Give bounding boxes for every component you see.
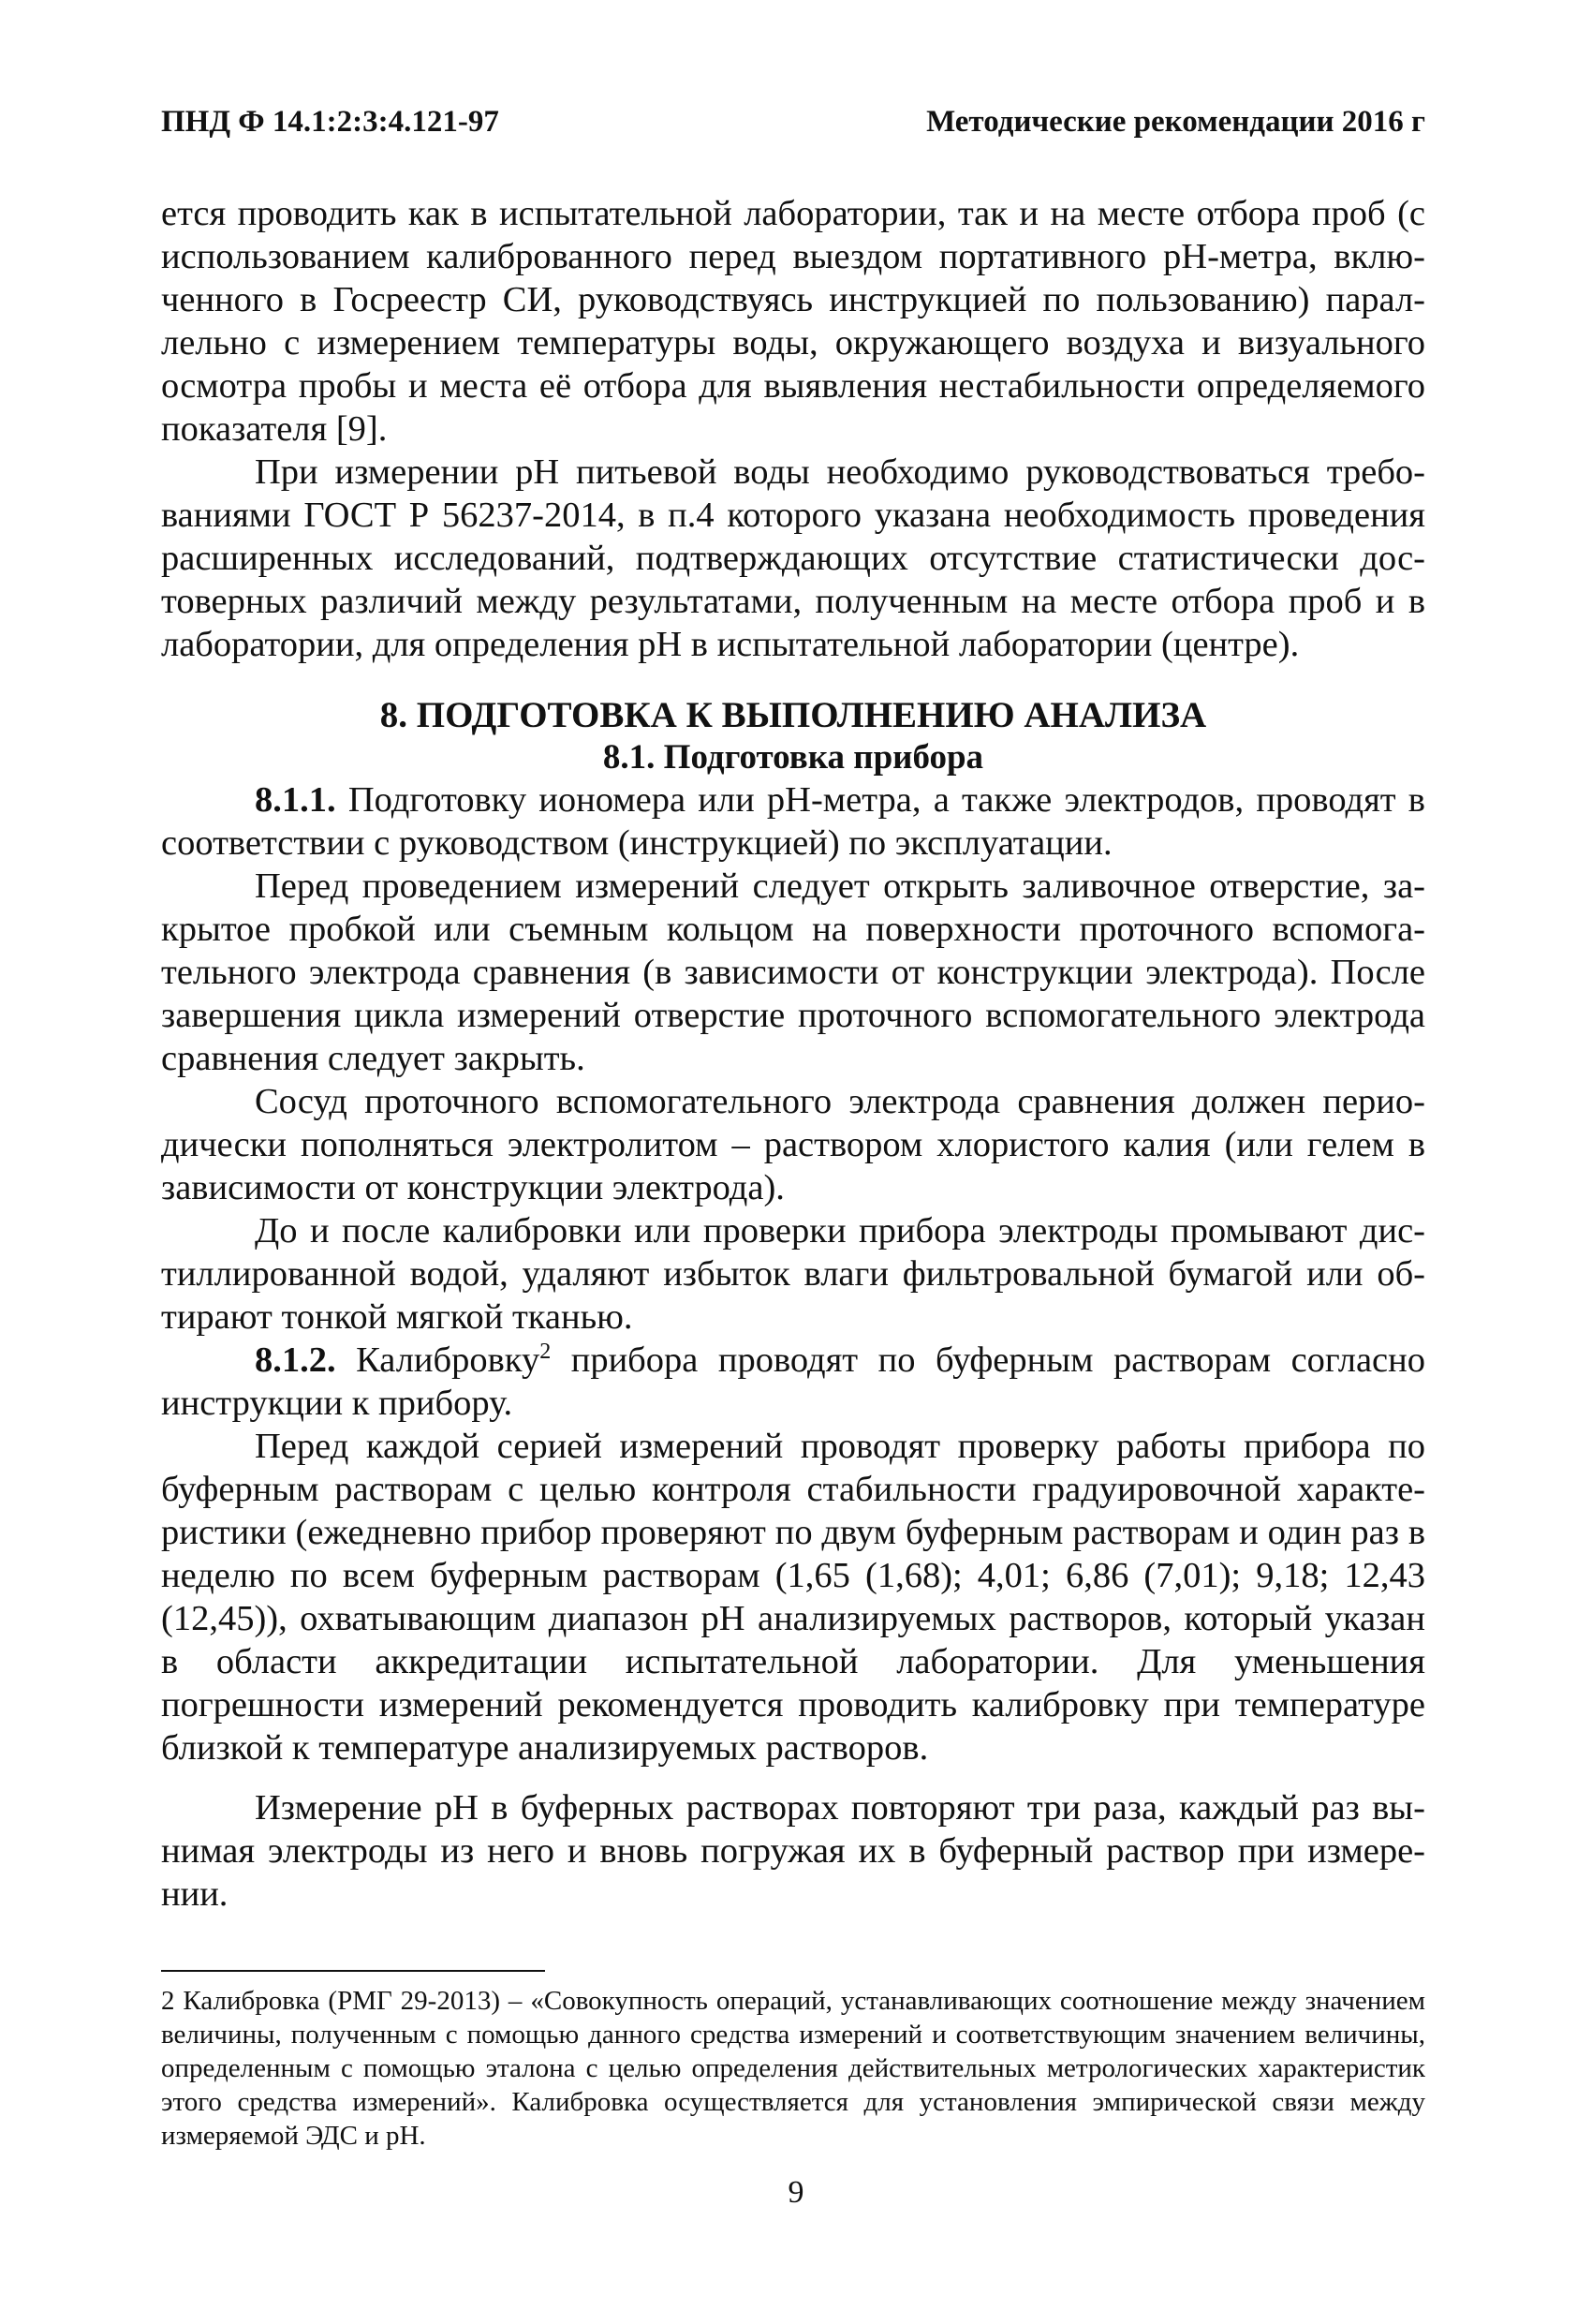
clause-number: 8.1.1. [255,780,336,820]
paragraph-rinse: До и после калибровки или проверки прибора электроды промывают дистиллированной водой, удаляют избыток влаги фильтровальной бумагой или обтирают тонкой мягкой тканью. [161,1211,1425,1337]
clause-text: прибора проводят по буферным растворам согласно инструкции к прибору. [161,1340,1425,1423]
paragraph-drinking-water: При измерении рН питьевой воды необходимо руководствоваться требованиями ГОСТ Р 56237-2014, в п.4 которого указана необходимость проведения расширенных исследований, подтверждающих отсутствие статистически достоверных различий между результатами, полученным на месте отбора проб и в лаборатории, для определения рН в испытательной лаборатории (центре). [161,452,1425,664]
footnote: 2 Калибровка (РМГ 29-2013) – «Совокупность операций, устанавливающих соотношение между значением величины, полученным с помощью данного средства измерений и соответствующим значением величины, определенным с помощью эталона с целью определения действительных метрологических характеристик этого средства измерений». Калибровка осуществляется для установления эмпирической связи между измеряемой ЭДС и рН. [161,1986,1425,2151]
page-number: 9 [788,2175,804,2210]
running-header [161,105,1425,140]
paragraph-repeat-measurement: Измерение рН в буферных растворах повторяют три раза, каждый раз вынимая электроды из него и вновь погружая их в буферный раствор при измерении. [161,1788,1425,1914]
paragraph-buffer-check: Перед каждой серией измерений проводят проверку работы прибора по буферным растворам с целью контроля стабильности градуировочной характеристики (ежедневно прибор проверяют по двум буферным растворам и один раз в неделю по всем буферным растворам (1,65 (1,68); 4,01; 6,86 (7,01); 9,18; 12,43 (12,45)), охватывающим диапазон рН анализируемых растворов, который указан в области аккредитации испытательной лаборатории. Для уменьшения погрешности измерений рекомендуется проводить калибровку при температуре близкой к температуре анализируемых растворов. [161,1427,1425,1768]
footnote-separator [161,1970,545,1972]
document-code: ПНД Ф 14.1:2:3:4.121-97 [161,105,499,139]
paragraph-electrolyte: Сосуд проточного вспомогательного электрода сравнения должен периодически пополняться электролитом – раствором хлористого калия (или гелем в зависимости от конструкции электрода). [161,1082,1425,1207]
paragraph-filling-hole: Перед проведением измерений следует открыть заливочное отверстие, закрытое пробкой или съемным кольцом на поверхности проточного вспомогательного электрода сравнения (в зависимости от конструкции электрода). После завершения цикла измерений отверстие проточного вспомогательного электрода сравнения следует закрыть. [161,866,1425,1078]
clause-8-1-1 [161,778,1425,865]
clause-8-1-2 [161,1339,1425,1425]
section-title: 8. ПОДГОТОВКА К ВЫПОЛНЕНИЮ АНАЛИЗА [379,695,1207,735]
clause-text: Подготовку иономера или рН-метра, а также электродов, проводят в соответствии с руководством (инструкцией) по эксплуатации. [161,780,1425,863]
clause-number: 8.1.2. [255,1340,336,1380]
clause-text: Калибровку [335,1340,540,1380]
subsection-title: 8.1. Подготовка прибора [602,738,984,777]
footnote-ref[interactable]: 2 [539,1340,552,1365]
paragraph-continuation: ется проводить как в испытательной лаборатории, так и на месте отбора проб (с использованием калиброванного перед выездом портативного рН-метра, включенного в Госреестр СИ, руководствуясь инструкцией по пользованию) параллельно с измерением температуры воды, окружающего воздуха и визуального осмотра пробы и места её отбора для выявления нестабильности определяемого показателя [9]. [161,194,1425,449]
document-series: Методические рекомендации 2016 г [926,105,1425,139]
paragraph-gap [161,1769,1425,1786]
body-text [161,192,1425,1916]
